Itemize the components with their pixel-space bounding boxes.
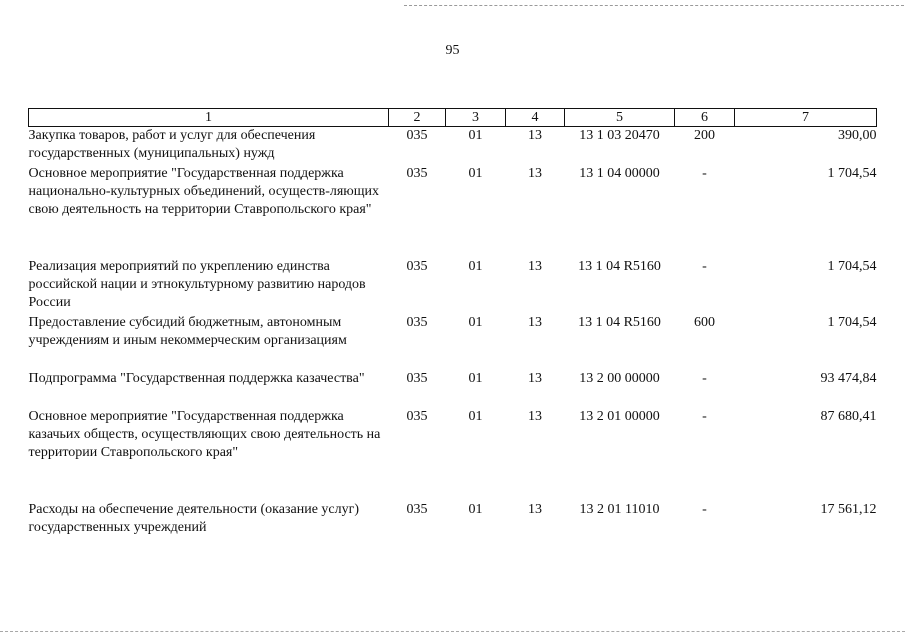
table-row [29,408,877,501]
row-name: Подпрограмма "Государственная поддержка казачества" [28,371,365,386]
row-col-3: 01 [468,166,483,181]
row-col-6: 600 [694,315,715,330]
row-col-4: 13 [528,259,542,274]
row-col-3: 01 [468,502,483,517]
row-amount: 93 474,84 [820,371,877,386]
header-col-6: 6 [675,109,735,127]
row-col-2: 035 [406,502,428,517]
scan-artifact-bottom-line [0,631,905,632]
budget-table [28,108,877,539]
row-col-2: 035 [406,371,428,386]
row-col-6: - [702,259,707,274]
row-col-3: 01 [468,371,483,386]
row-col-4: 13 [528,409,542,424]
row-name: Реализация мероприятий по укреплению единства российской нации и этнокультурному развитию народов России [28,259,366,310]
row-name: Основное мероприятие "Государственная поддержка казачьих обществ, осуществляющих свою деятельность на территории Ставропольского края" [28,409,381,460]
header-col-2: 2 [389,109,446,127]
row-col-5: 13 1 04 R5160 [578,315,661,330]
header-col-3: 3 [446,109,506,127]
row-col-5: 13 2 01 11010 [579,502,660,517]
row-col-5: 13 1 04 00000 [579,166,660,181]
header-col-1: 1 [29,109,389,127]
table-row [29,165,877,258]
header-col-7: 7 [735,109,877,127]
row-col-6: - [702,371,707,386]
row-col-5: 13 1 03 20470 [579,128,660,143]
row-amount: 1 704,54 [827,166,877,181]
row-name: Расходы на обеспечение деятельности (оказание услуг) государственных учреждений [28,502,360,535]
table-row [29,127,877,166]
header-col-5: 5 [565,109,675,127]
row-col-6: - [702,502,707,517]
row-col-4: 13 [528,166,542,181]
row-col-3: 01 [468,409,483,424]
row-col-6: - [702,409,707,424]
row-amount: 17 561,12 [820,502,877,517]
row-col-2: 035 [406,128,428,143]
header-row [29,109,877,127]
row-col-2: 035 [406,259,428,274]
row-col-6: 200 [694,128,715,143]
row-col-2: 035 [406,409,428,424]
row-col-5: 13 1 04 R5160 [578,259,661,274]
header-col-4: 4 [506,109,565,127]
row-name: Основное мероприятие "Государственная поддержка национально-культурных объединений, осуществ-ляющих свою деятельность на территории Ставропольского края" [28,166,380,217]
row-col-2: 035 [406,166,428,181]
table-row [29,258,877,314]
row-col-3: 01 [468,315,483,330]
row-col-2: 035 [406,315,428,330]
row-amount: 87 680,41 [820,409,877,424]
row-col-4: 13 [528,128,542,143]
table-row [29,501,877,539]
row-amount: 390,00 [838,128,877,143]
row-col-3: 01 [468,259,483,274]
row-name: Закупка товаров, работ и услуг для обеспечения государственных (муниципальных) нужд [28,128,316,161]
row-col-6: - [702,166,707,181]
row-amount: 1 704,54 [827,315,877,330]
scan-artifact-top-line [404,5,904,6]
row-col-4: 13 [528,502,542,517]
row-col-5: 13 2 01 00000 [579,409,660,424]
table-row [29,314,877,370]
row-col-4: 13 [528,315,542,330]
row-col-3: 01 [468,128,483,143]
row-name: Предоставление субсидий бюджетным, автономным учреждениям и иным некоммерческим организациям [28,315,347,348]
row-amount: 1 704,54 [827,259,877,274]
page-number: 95 [445,43,460,58]
table-row [29,370,877,408]
row-col-4: 13 [528,371,542,386]
row-col-5: 13 2 00 00000 [579,371,660,386]
